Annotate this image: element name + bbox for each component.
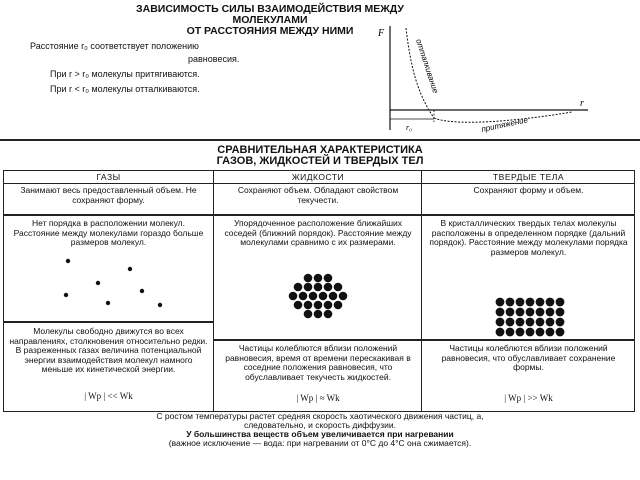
header-liquids: ЖИДКОСТИ (214, 171, 422, 184)
table-title-line1: СРАВНИТЕЛЬНАЯ ХАРАКТЕРИСТИКА (217, 144, 423, 156)
row-divider (214, 339, 422, 341)
gases-motion: Молекулы свободно движутся во всех направлениях, столкновения относительно редки. В разреженных газах величина потенциальной энергии взаимодействия молекул намного меньше их кинетической энергии. (9, 326, 208, 374)
row-divider (422, 339, 635, 341)
solids-shape-volume: Сохраняют форму и объем. (473, 185, 584, 195)
solids-energy-formula: | Wp | >> Wk (504, 393, 553, 403)
header-solids: ТВЕРДЫЕ ТЕЛА (422, 171, 635, 184)
section-title-line2: ОТ РАССТОЯНИЯ МЕЖДУ НИМИ (186, 25, 354, 37)
comparison-table (3, 170, 635, 412)
liquids-shape-volume: Сохраняют объем. Обладают свойством текучести. (237, 185, 399, 205)
solids-arrangement: В кристаллических твердых телах молекулы расположены в определенном порядке (дальний порядок). Расстояние между молекулами порядка размеров молекул. (429, 218, 628, 257)
solids-motion: Частицы колеблются вблизи положений равновесия, что обуславливает сохранение формы. (441, 343, 616, 372)
attraction-label: притяжение (480, 115, 529, 134)
liquids-motion: Частицы колеблются вблизи положений равновесия, время от времени перескакивая в соседние положения равновесия, что обуславливает текучесть жидкостей. (225, 343, 411, 382)
section-title-line1: ЗАВИСИМОСТЬ СИЛЫ ВЗАИМОДЕЙСТВИЯ МЕЖДУ МОЛЕКУЛАМИ (136, 3, 404, 26)
footer-line1: С ростом температуры растет средняя скорость хаотического движения частиц, а, (156, 411, 484, 421)
column-liquids (213, 171, 422, 411)
table-title (130, 145, 510, 167)
repulsion-text: При r < r₀ молекулы отталкиваются. (50, 84, 200, 94)
gases-arrangement: Нет порядка в расположении молекул. Расстояние между молекулами гораздо больше размеров молекул. (13, 218, 204, 247)
liquids-energy-formula: | Wp | ≈ Wk (296, 393, 340, 403)
footer-line2: следовательно, и скорость диффузии. (243, 420, 397, 430)
gases-shape-volume: Занимают весь предоставленный объем. Не сохраняют форму. (20, 185, 197, 205)
row-divider (214, 214, 422, 216)
gas-particles-picture (4, 257, 213, 313)
footer-line4: (важное исключение — вода: при нагревании от 0°С до 4°С она сжимается). (168, 438, 472, 448)
solid-particles-picture (422, 297, 635, 337)
column-solids (421, 171, 635, 411)
row-divider (4, 214, 213, 216)
row-divider (4, 321, 213, 323)
liquid-particles-picture (214, 273, 422, 319)
footer-notes (20, 412, 620, 448)
attraction-text: При r > r₀ молекулы притягиваются. (50, 69, 200, 79)
footer-line3: У большинства веществ объем увеличивается при нагревании (186, 429, 454, 439)
header-gases: ГАЗЫ (4, 171, 213, 184)
liquids-arrangement: Упорядоченное расположение ближайших соседей (ближний порядок). Расстояние между молекулами сравнимо с их размерами. (224, 218, 412, 247)
section-divider (0, 139, 640, 141)
gases-energy-formula: | Wp | << Wk (84, 391, 133, 401)
r0-label: r₀ (406, 123, 412, 132)
column-gases (4, 171, 213, 411)
axis-x-label: r (580, 98, 584, 109)
repulsion-label: отталкивание (414, 37, 441, 95)
row-divider (422, 214, 635, 216)
force-distance-section (0, 0, 640, 138)
equilibrium-text: Расстояние r₀ соответствует положению (30, 41, 199, 51)
equilibrium-text-cont: равновесия. (188, 54, 240, 64)
axis-y-label: F (378, 28, 385, 39)
force-distance-graph (372, 22, 594, 134)
table-title-line2: ГАЗОВ, ЖИДКОСТЕЙ И ТВЕРДЫХ ТЕЛ (216, 155, 424, 167)
